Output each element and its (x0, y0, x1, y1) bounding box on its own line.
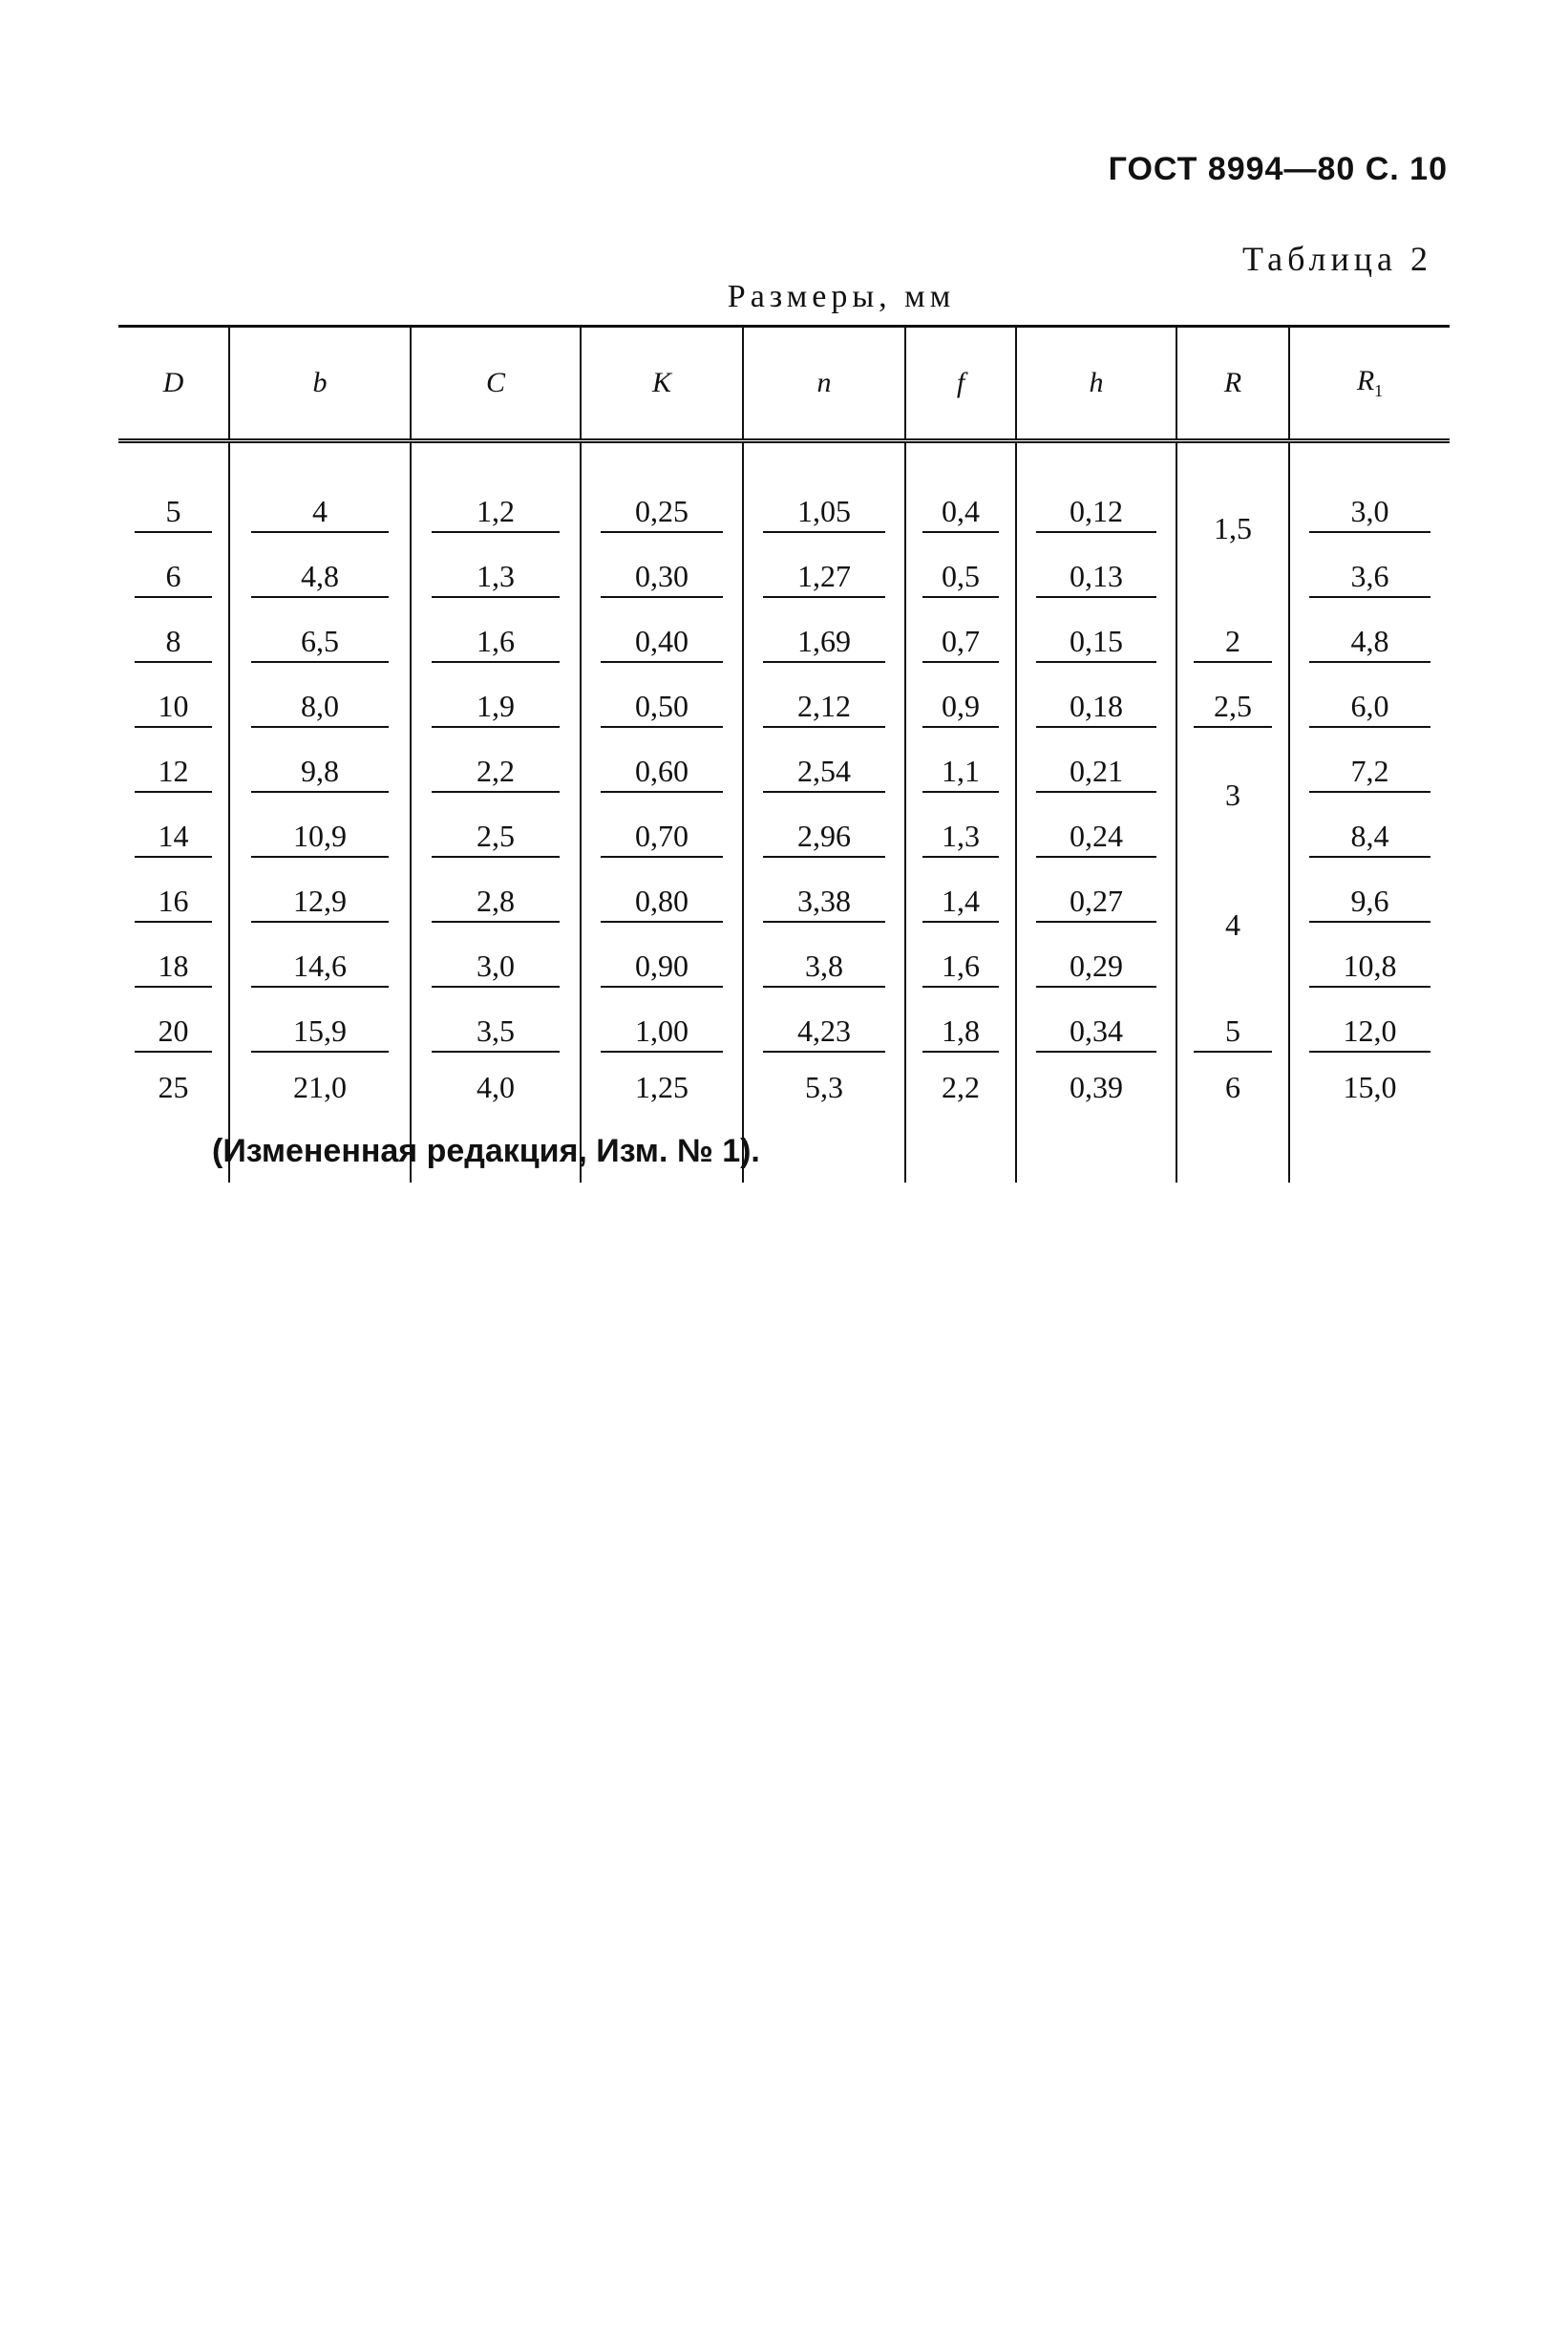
cell-value: 5 (1194, 1013, 1273, 1053)
cell-value: 2,5 (1194, 689, 1273, 728)
cell-value: 6 (135, 559, 213, 598)
cell-value: 0,70 (601, 819, 722, 858)
cell-d (118, 799, 229, 864)
col-header-d: D (162, 367, 184, 398)
cell-value: 21,0 (293, 1070, 347, 1104)
cell-value: 14,6 (251, 949, 389, 988)
cell-value: 15,0 (1343, 1070, 1397, 1104)
cell-n (743, 1058, 905, 1183)
cell-b (229, 799, 411, 864)
cell-c (411, 669, 581, 734)
cell-c (411, 539, 581, 604)
cell-value: 0,5 (922, 559, 1000, 598)
cell-value: 14 (135, 819, 213, 858)
cell-c (411, 604, 581, 669)
cell-r1 (1289, 604, 1450, 669)
cell-d (118, 734, 229, 799)
cell-value: 0,21 (1036, 754, 1156, 793)
cell-value: 9,8 (251, 754, 389, 793)
cell-k (581, 669, 743, 734)
col-header-b: b (229, 327, 411, 441)
cell-value: 1,00 (601, 1013, 722, 1053)
cell-d (118, 993, 229, 1058)
cell-r (1176, 864, 1289, 993)
cell-k (581, 928, 743, 993)
document-reference: ГОСТ 8994—80 С. 10 (1108, 151, 1448, 187)
cell-r (1176, 993, 1289, 1058)
cell-f (905, 864, 1016, 928)
cell-h (1016, 864, 1176, 928)
cell-h (1016, 734, 1176, 799)
cell-value: 6,5 (251, 624, 389, 663)
cell-value: 3,0 (1309, 494, 1430, 533)
cell-r1 (1289, 993, 1450, 1058)
col-header-n: n (743, 327, 905, 441)
cell-value: 0,27 (1036, 884, 1156, 923)
cell-value: 1,3 (432, 559, 560, 598)
cell-value: 8 (135, 624, 213, 663)
col-header-f: f (905, 327, 1016, 441)
cell-value: 12 (135, 754, 213, 793)
cell-c (411, 993, 581, 1058)
cell-r1 (1289, 669, 1450, 734)
cell-value: 3,5 (432, 1013, 560, 1053)
cell-value: 3,0 (432, 949, 560, 988)
cell-value: 1,3 (922, 819, 1000, 858)
cell-value: 0,7 (922, 624, 1000, 663)
cell-value: 0,24 (1036, 819, 1156, 858)
cell-r1 (1289, 864, 1450, 928)
table-units: Размеры, мм (727, 279, 956, 314)
cell-value: 4 (251, 494, 389, 533)
cell-k (581, 864, 743, 928)
cell-value: 7,2 (1309, 754, 1430, 793)
cell-value: 2,54 (763, 754, 884, 793)
cell-k (581, 604, 743, 669)
cell-value: 1,5 (1213, 510, 1252, 545)
table-row (118, 604, 1450, 669)
cell-value: 2,2 (941, 1070, 980, 1104)
cell-b (229, 734, 411, 799)
cell-value: 0,25 (601, 494, 722, 533)
cell-value: 2 (1194, 624, 1273, 663)
cell-value: 4 (1224, 907, 1240, 942)
cell-value: 20 (135, 1013, 213, 1053)
table-row (118, 441, 1450, 540)
cell-value: 4,0 (477, 1070, 515, 1104)
cell-n (743, 669, 905, 734)
cell-value: 1,6 (922, 949, 1000, 988)
cell-value: 2,96 (763, 819, 884, 858)
cell-h (1016, 799, 1176, 864)
cell-value: 0,50 (601, 689, 722, 728)
col-header-r1 (1289, 327, 1450, 441)
cell-value: 2,5 (432, 819, 560, 858)
cell-c (411, 734, 581, 799)
cell-c (411, 864, 581, 928)
cell-value: 1,6 (432, 624, 560, 663)
cell-value: 3,8 (763, 949, 884, 988)
cell-value: 0,34 (1036, 1013, 1156, 1053)
cell-k (581, 734, 743, 799)
cell-c (411, 799, 581, 864)
cell-n (743, 734, 905, 799)
cell-value: 16 (135, 884, 213, 923)
cell-f (905, 539, 1016, 604)
cell-k (581, 441, 743, 540)
cell-value: 5,3 (804, 1070, 843, 1104)
cell-r (1176, 1058, 1289, 1183)
cell-value: 8,4 (1309, 819, 1430, 858)
cell-c (411, 441, 581, 540)
cell-r (1176, 734, 1289, 864)
cell-b (229, 604, 411, 669)
cell-value: 15,9 (251, 1013, 389, 1053)
cell-d (118, 441, 229, 540)
cell-b (229, 669, 411, 734)
cell-h (1016, 993, 1176, 1058)
col-header-r1-symbol: R (1356, 365, 1375, 396)
cell-h (1016, 1058, 1176, 1183)
table-row (118, 993, 1450, 1058)
amendment-note: (Измененная редакция, Изм. № 1). (212, 1133, 760, 1169)
cell-b (229, 539, 411, 604)
cell-b (229, 441, 411, 540)
cell-value: 1,8 (922, 1013, 1000, 1053)
cell-f (905, 441, 1016, 540)
cell-r1 (1289, 441, 1450, 540)
cell-value: 1,25 (634, 1070, 689, 1104)
cell-r1 (1289, 539, 1450, 604)
cell-k (581, 993, 743, 1058)
cell-value: 0,15 (1036, 624, 1156, 663)
cell-n (743, 864, 905, 928)
cell-value: 10,9 (251, 819, 389, 858)
cell-value: 0,9 (922, 689, 1000, 728)
cell-b (229, 993, 411, 1058)
cell-value: 0,30 (601, 559, 722, 598)
cell-value: 0,18 (1036, 689, 1156, 728)
cell-value: 0,39 (1069, 1070, 1123, 1104)
cell-value: 0,90 (601, 949, 722, 988)
cell-value: 0,29 (1036, 949, 1156, 988)
cell-value: 10 (135, 689, 213, 728)
cell-value: 1,4 (922, 884, 1000, 923)
table-row (118, 864, 1450, 928)
cell-d (118, 928, 229, 993)
cell-f (905, 928, 1016, 993)
cell-h (1016, 539, 1176, 604)
cell-value: 0,40 (601, 624, 722, 663)
table-header-row (118, 327, 1450, 441)
cell-value: 3,38 (763, 884, 884, 923)
cell-value: 2,2 (432, 754, 560, 793)
cell-value: 18 (135, 949, 213, 988)
table-label: Таблица 2 (1242, 240, 1432, 278)
cell-k (581, 539, 743, 604)
cell-r (1176, 669, 1289, 734)
cell-value: 0,12 (1036, 494, 1156, 533)
cell-n (743, 441, 905, 540)
cell-value: 4,23 (763, 1013, 884, 1053)
cell-value: 1,69 (763, 624, 884, 663)
cell-f (905, 993, 1016, 1058)
cell-value: 2,12 (763, 689, 884, 728)
table-row (118, 669, 1450, 734)
cell-h (1016, 604, 1176, 669)
cell-f (905, 669, 1016, 734)
cell-r (1176, 441, 1289, 605)
cell-value: 12,9 (251, 884, 389, 923)
cell-value: 12,0 (1309, 1013, 1430, 1053)
cell-value: 0,4 (922, 494, 1000, 533)
cell-b (229, 928, 411, 993)
cell-f (905, 799, 1016, 864)
cell-n (743, 539, 905, 604)
cell-value: 6,0 (1309, 689, 1430, 728)
cell-d (118, 604, 229, 669)
cell-k (581, 799, 743, 864)
cell-f (905, 604, 1016, 669)
cell-r1 (1289, 1058, 1450, 1183)
col-header-r: R (1176, 327, 1289, 441)
cell-value: 3,6 (1309, 559, 1430, 598)
cell-value: 9,6 (1309, 884, 1430, 923)
cell-r (1176, 604, 1289, 669)
cell-n (743, 799, 905, 864)
cell-value: 8,0 (251, 689, 389, 728)
cell-value: 3 (1224, 777, 1240, 812)
cell-r1 (1289, 799, 1450, 864)
col-header-h: h (1016, 327, 1176, 441)
cell-d (118, 539, 229, 604)
cell-value: 5 (135, 494, 213, 533)
cell-value: 0,80 (601, 884, 722, 923)
cell-h (1016, 928, 1176, 993)
cell-value: 1,27 (763, 559, 884, 598)
cell-f (905, 734, 1016, 799)
dimensions-table (118, 325, 1450, 1183)
cell-f (905, 1058, 1016, 1183)
cell-value: 4,8 (1309, 624, 1430, 663)
cell-b (229, 864, 411, 928)
cell-h (1016, 669, 1176, 734)
cell-n (743, 604, 905, 669)
col-header-k: K (581, 327, 743, 441)
cell-value: 1,1 (922, 754, 1000, 793)
cell-value: 2,8 (432, 884, 560, 923)
cell-value: 0,60 (601, 754, 722, 793)
cell-value: 0,13 (1036, 559, 1156, 598)
cell-d (118, 669, 229, 734)
cell-value: 10,8 (1309, 949, 1430, 988)
cell-value: 4,8 (251, 559, 389, 598)
cell-r1 (1289, 734, 1450, 799)
col-header-r1-subscript: 1 (1374, 381, 1384, 400)
cell-n (743, 993, 905, 1058)
cell-d (118, 864, 229, 928)
cell-value: 1,2 (432, 494, 560, 533)
cell-n (743, 928, 905, 993)
cell-c (411, 928, 581, 993)
cell-value: 6 (1224, 1070, 1240, 1104)
cell-value: 1,05 (763, 494, 884, 533)
cell-value: 1,9 (432, 689, 560, 728)
table-row (118, 734, 1450, 799)
cell-value: 25 (158, 1070, 189, 1104)
cell-h (1016, 441, 1176, 540)
col-header-c: C (411, 327, 581, 441)
cell-r1 (1289, 928, 1450, 993)
